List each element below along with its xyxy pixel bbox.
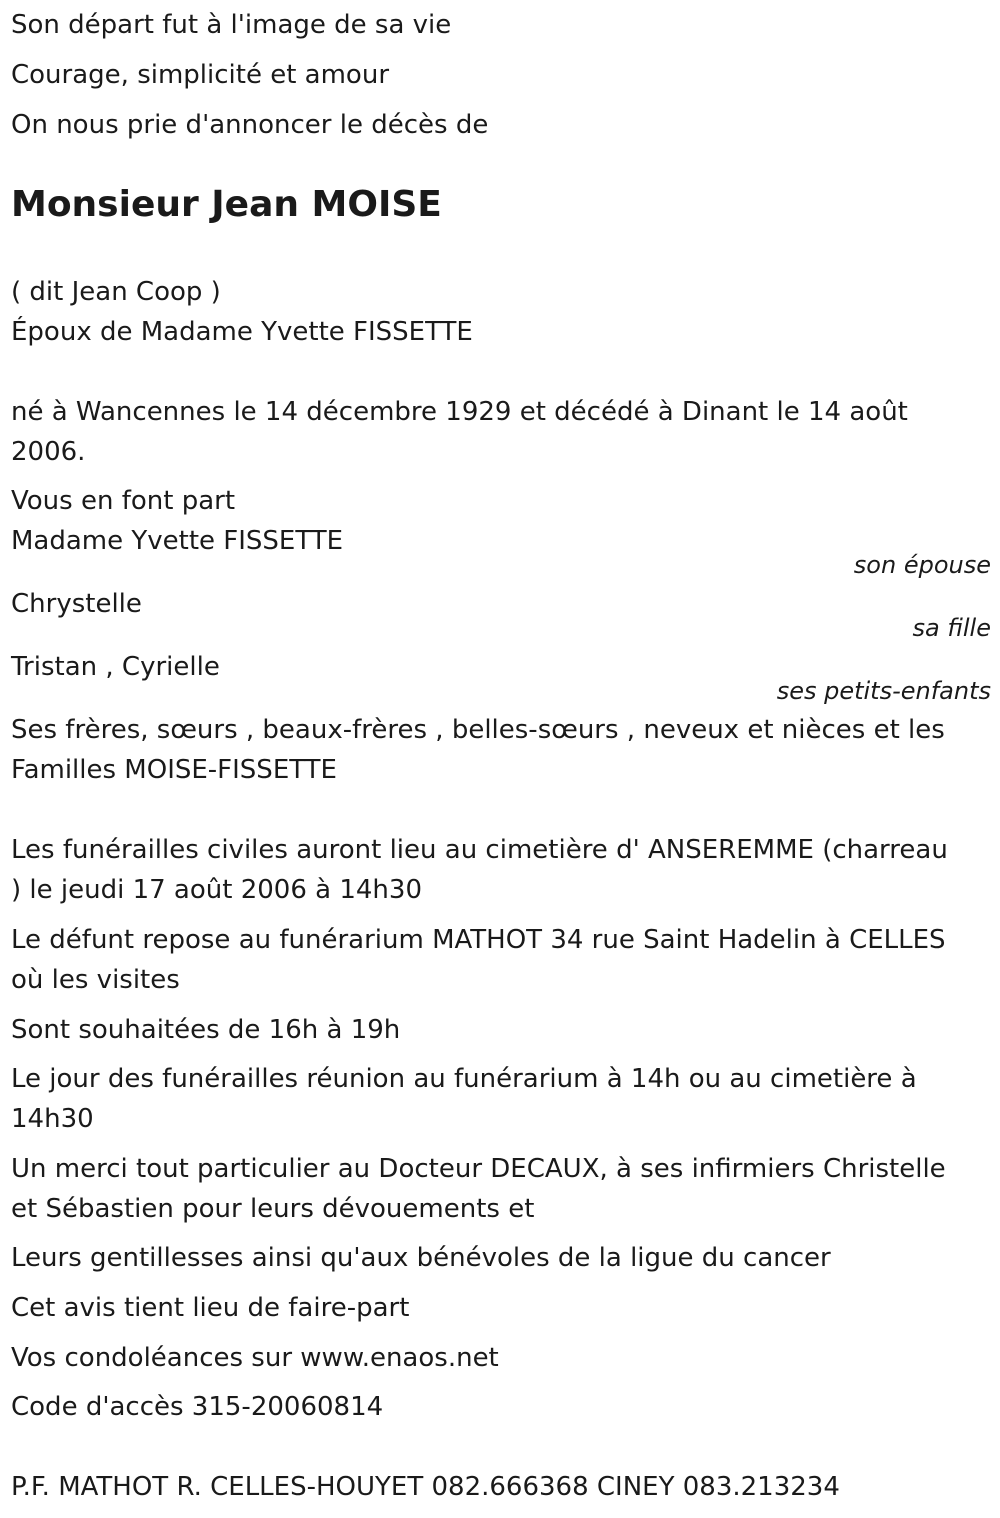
rest-line-2: où les visites bbox=[11, 965, 180, 995]
family-member-role: ses petits-enfants bbox=[776, 677, 991, 705]
intro-line-3: On nous prie d'annoncer le décès de bbox=[11, 110, 489, 140]
thanks-line-1: Un merci tout particulier au Docteur DECAUX, à ses infirmiers Christelle bbox=[11, 1154, 946, 1184]
thanks-line-2: et Sébastien pour leurs dévouements et bbox=[11, 1194, 535, 1224]
access-code-line: Code d'accès 315-20060814 bbox=[11, 1392, 384, 1422]
ceremony-line-2: ) le jeudi 17 août 2006 à 14h30 bbox=[11, 875, 422, 905]
intro-line-1: Son départ fut à l'image de sa vie bbox=[11, 10, 452, 40]
family-others-line-1: Ses frères, sœurs , beaux-frères , belles-sœurs , neveux et nièces et les bbox=[11, 715, 945, 745]
family-member-role: sa fille bbox=[912, 614, 991, 642]
deceased-name: Monsieur Jean MOISE bbox=[11, 184, 442, 225]
birth-death-line-1: né à Wancennes le 14 décembre 1929 et décédé à Dinant le 14 août bbox=[11, 397, 908, 427]
rest-line-1: Le défunt repose au funérarium MATHOT 34 rue Saint Hadelin à CELLES bbox=[11, 925, 946, 955]
visits-line: Sont souhaitées de 16h à 19h bbox=[11, 1015, 401, 1045]
meeting-line-1: Le jour des funérailles réunion au funérarium à 14h ou au cimetière à bbox=[11, 1064, 917, 1094]
family-member-role: son épouse bbox=[853, 551, 991, 579]
family-member-name: Tristan , Cyrielle bbox=[11, 652, 220, 682]
intro-line-2: Courage, simplicité et amour bbox=[11, 60, 390, 90]
family-heading: Vous en font part bbox=[11, 486, 236, 516]
funeral-home-footer: P.F. MATHOT R. CELLES-HOUYET 082.666368 CINEY 083.213234 bbox=[11, 1472, 840, 1502]
family-others-line-2: Familles MOISE-FISSETTE bbox=[11, 755, 337, 785]
family-member-name: Madame Yvette FISSETTE bbox=[11, 526, 344, 556]
meeting-line-2: 14h30 bbox=[11, 1104, 94, 1134]
ceremony-line-1: Les funérailles civiles auront lieu au cimetière d' ANSEREMME (charreau bbox=[11, 835, 948, 865]
deceased-nickname: ( dit Jean Coop ) bbox=[11, 277, 221, 307]
notice-line: Cet avis tient lieu de faire-part bbox=[11, 1293, 410, 1323]
birth-death-line-2: 2006. bbox=[11, 437, 86, 467]
condolences-line: Vos condoléances sur www.enaos.net bbox=[11, 1343, 499, 1373]
spouse-line: Époux de Madame Yvette FISSETTE bbox=[11, 317, 473, 347]
thanks-line-3: Leurs gentillesses ainsi qu'aux bénévoles de la ligue du cancer bbox=[11, 1243, 831, 1273]
family-member-name: Chrystelle bbox=[11, 589, 142, 619]
